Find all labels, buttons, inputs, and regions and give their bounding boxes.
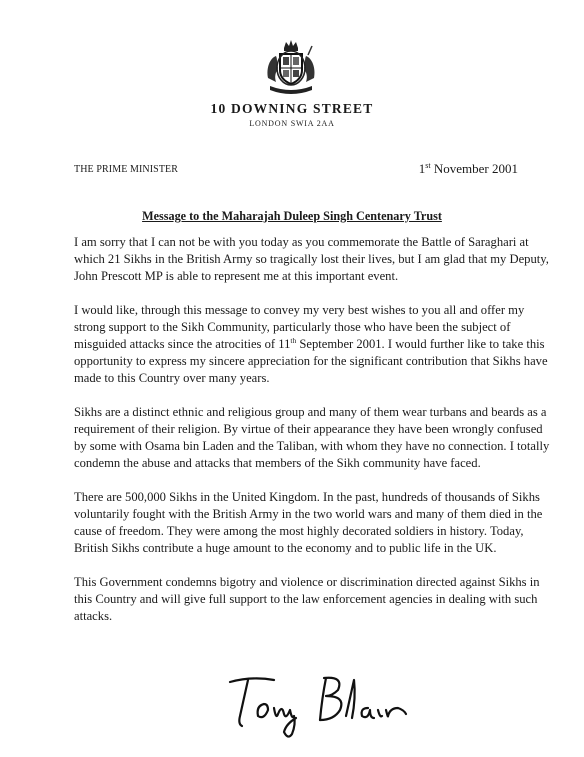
royal-crest-icon <box>262 38 320 94</box>
paragraph-2-part-2: September 2001. I would further like to take this opportunity to express my sincere appreciation for the significant contribution that Sikhs have made to this Country over many years. <box>74 337 548 385</box>
date-suffix: st <box>425 161 431 170</box>
handwritten-signature <box>222 668 422 742</box>
letterhead-address-line1: 10 DOWNING STREET <box>210 101 374 116</box>
sender-title: THE PRIME MINISTER <box>74 164 179 175</box>
paragraph-2-ordinal: th <box>290 336 297 345</box>
paragraph-2-part-1: I would like, through this message to convey my very best wishes to you all and offer my strong support to the Sikh Community, particularly those who have been the subject of misguided attacks since the atrocities of 11 <box>74 303 525 351</box>
paragraph-5: This Government condemns bigotry and violence or discrimination directed against Sikhs in this Country and will give full support to the law enforcement agencies in dealing with such attacks. <box>74 575 540 623</box>
paragraph-4: There are 500,000 Sikhs in the United Kingdom. In the past, hundreds of thousands of Sikhs voluntarily fought with the British Army in the two world wars and many of them died in the cause of freedom. They were among the most highly decorated soldiers in history. Today, British Sikhs contribute a huge amount to the economy and to public life in the UK. <box>74 490 543 555</box>
paragraph-1: I am sorry that I can not be with you today as you commemorate the Battle of Saraghari at which 21 Sikhs in the British Army so tragically lost their lives, but I am glad that my Deputy, John Prescott MP is able to represent me at this important event. <box>74 235 549 283</box>
date-day: 1 <box>418 161 426 176</box>
letter-subject: Message to the Maharajah Duleep Singh Centenary Trust <box>142 209 442 223</box>
paragraph-3: Sikhs are a distinct ethnic and religious group and many of them wear turbans and beards as a requirement of their religion. By virtue of their appearance they have been wrongly confused by some with Osama bin Laden and the Taliban, with whom they have no connection. I totally condemn the abuse and attacks that members of the Sikh community have faced. <box>74 405 550 470</box>
letter-body <box>74 234 558 642</box>
paragraph-2 <box>74 302 558 387</box>
letter-date <box>419 161 518 177</box>
letterhead-address-line2: LONDON SWIA 2AA <box>249 119 335 128</box>
date-rest: November 2001 <box>433 161 518 176</box>
